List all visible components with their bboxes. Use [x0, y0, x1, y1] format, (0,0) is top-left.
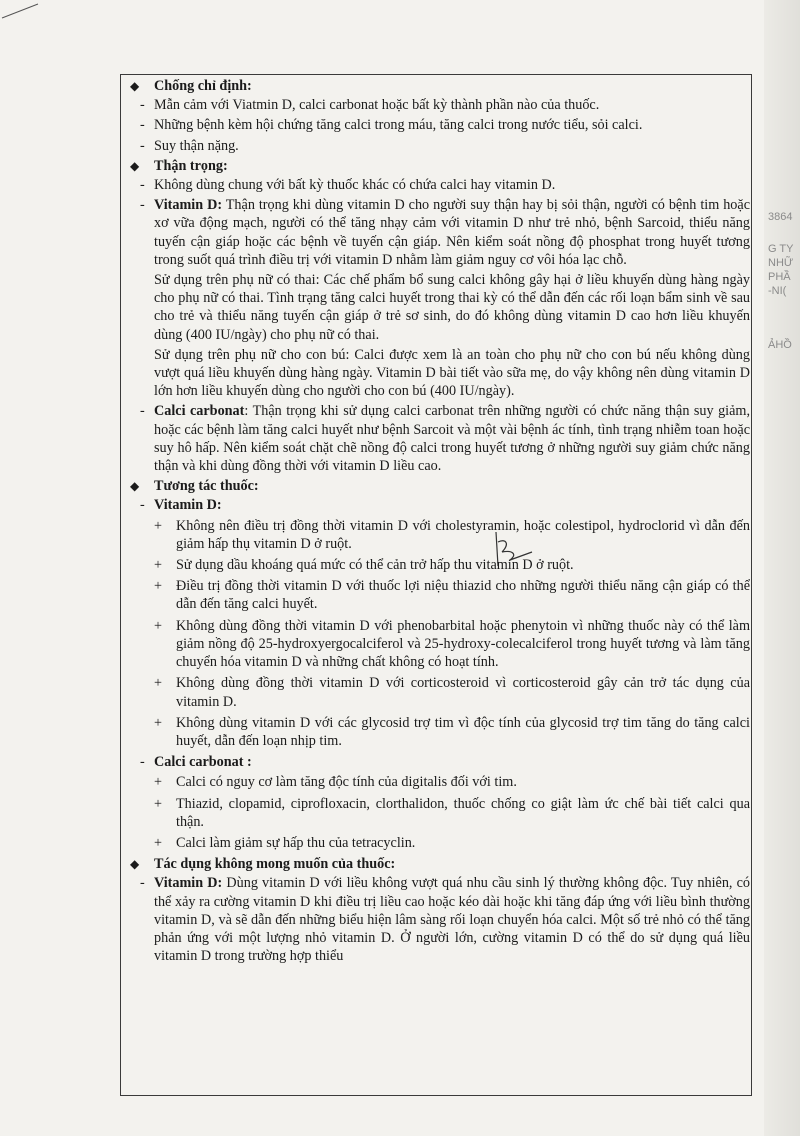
section-heading	[128, 477, 750, 495]
edge-line: NHỮ	[768, 257, 794, 269]
list-item: - Calci carbonat: Thận trọng khi sử dụng calci carbonat trên những người có chức năng thận suy giảm, hoặc các bệnh làm tăng calci huyết như bệnh Sarcoit và một vài bệnh ác tính, tình trạng nhiễm toan hoặc suy hô hấp. Nên kiểm soát chặt chẽ nồng độ calci trong huyết tương ở những người suy giảm chức năng thận và khi dùng đồng thời với vitamin D liều cao.	[140, 403, 750, 475]
adjacent-page-text	[768, 210, 798, 352]
list-item: + Không dùng vitamin D với các glycosid trợ tim vì độc tính của glycosid trợ tim tăng do tăng calci huyết, dẫn đến loạn nhịp tim.	[154, 714, 750, 749]
list-item: + Calci làm giảm sự hấp thu của tetracyclin.	[154, 834, 416, 851]
list-item: - Vitamin D: Dùng vitamin D với liều không vượt quá nhu cầu sinh lý thường không độc. Tuy nhiên, có thể xảy ra cường vitamin D khi điều trị liều cao hoặc kéo dài hoặc khi tăng đáp ứng với liều bình thường vitamin D, và sẽ dẫn đến những biểu hiện lâm sàng rối loạn chuyển hóa calci. Một số trẻ nhỏ có thể tăng phản ứng với một lượng nhỏ vitamin D. Ở người lớn, cường vitamin D có thể do sử dụng quá liều vitamin D trong trường hợp thiểu	[140, 875, 750, 965]
section-heading	[128, 157, 750, 175]
list-item: - Những bệnh kèm hội chứng tăng calci trong máu, tăng calci trong nước tiểu, sỏi calci.	[140, 117, 643, 134]
sub-heading: - Calci carbonat :	[140, 754, 252, 771]
list-item: - Không dùng chung với bất kỳ thuốc khác có chứa calci hay vitamin D.	[140, 177, 556, 194]
sub-heading: - Vitamin D:	[140, 497, 222, 514]
vitamin-d-label: Vitamin D:	[154, 197, 223, 214]
diamond-bullet-icon: ◆	[130, 479, 140, 494]
list-item: + Điều trị đồng thời vitamin D với thuốc lợi niệu thiazid cho những người thiểu năng cận giáp có thể dẫn đến tăng calci huyết.	[154, 578, 750, 613]
vitamin-d-label: Vitamin D:	[154, 875, 223, 892]
list-item: + Sử dụng dầu khoáng quá mức có thể cản trở hấp thu vitamin D ở ruột.	[154, 557, 574, 574]
adjacent-page-edge	[764, 0, 800, 1136]
list-item: + Không dùng đồng thời vitamin D với phenobarbital hoặc phenytoin vì những thuốc này có thể làm giảm nồng độ 25-hydroxyergocalciferol và 25-hydroxy-colecalciferol trong huyết tương và làm tăng chuyển hóa vitamin D và những chất không có hoạt tính.	[154, 617, 750, 671]
edge-line: ẢHỒ	[768, 339, 792, 351]
list-item: - Suy thận nặng.	[140, 137, 239, 154]
diamond-bullet-icon: ◆	[130, 79, 140, 93]
document-body	[128, 77, 750, 967]
list-item: + Không nên điều trị đồng thời vitamin D với cholestyramin, hoặc colestipol, hydroclorid vì dẫn đến giảm hấp thụ vitamin D ở ruột.	[154, 517, 750, 552]
paragraph-lactation: Sử dụng trên phụ nữ cho con bú: Calci được xem là an toàn cho phụ nữ cho con bú nếu không dùng vượt quá liều khuyến dùng hàng ngày. Vitamin D bài tiết vào sữa mẹ, do vậy không nên dùng vitamin D lớn hơn liều khuyến dùng cho người cho con bú (400 IU/ngày).	[154, 346, 750, 400]
list-item: + Thiazid, clopamid, ciprofloxacin, clorthalidon, thuốc chống co giật làm ức chế bài tiết calci qua thận.	[154, 795, 750, 830]
list-item: + Calci có nguy cơ làm tăng độc tính của digitalis đối với tim.	[154, 774, 517, 791]
interactions-title: Tương tác thuốc:	[154, 478, 259, 495]
calci-carbonat-label: Calci carbonat	[154, 403, 245, 420]
list-item: - Mẫn cảm với Viatmin D, calci carbonat hoặc bất kỳ thành phần nào của thuốc.	[140, 97, 600, 114]
corner-scan-mark	[0, 0, 40, 20]
diamond-bullet-icon: ◆	[130, 158, 140, 173]
diamond-bullet-icon: ◆	[130, 857, 140, 872]
section-heading	[128, 855, 750, 873]
edge-line: PHẦ	[768, 271, 791, 283]
edge-line: G TY	[768, 243, 794, 255]
list-item: - Vitamin D: Thận trọng khi dùng vitamin D cho người suy thận hay bị sỏi thận, người có bệnh tim hoặc xơ vữa động mạch, người có thể tăng nhạy cảm với vitamin D như trẻ nhỏ, bệnh Sarcoid, thiểu năng tuyến cận giáp hoặc các bệnh về tuyến cận giáp. Nên kiểm soát nồng độ phosphat trong huyết tương trong suốt quá trình điều trị với vitamin D nhằm làm giảm nguy cơ vôi hóa lạc chỗ.	[140, 197, 750, 268]
edge-line: 3864	[768, 211, 793, 223]
edge-line: -NI(	[768, 285, 787, 297]
section-heading	[128, 77, 750, 95]
paragraph-pregnancy: Sử dụng trên phụ nữ có thai: Các chế phẩm bổ sung calci không gây hại ở liều khuyến dùng hàng ngày cho phụ nữ có thai. Tình trạng tăng calci huyết trong thai kỳ có thể dẫn đến các rối loạn bẩm sinh về sau cho trẻ và thiểu năng tuyến cận giáp ở trẻ sơ sinh, do đó không dùng vitamin D cao hơn liều khuyến dùng (400 IU/ngày) cho phụ nữ có thai.	[154, 272, 750, 343]
side-effects-title: Tác dụng không mong muốn của thuốc:	[154, 856, 396, 873]
list-item: + Không dùng đồng thời vitamin D với corticosteroid vì corticosteroid gây cản trở tác dụng của vitamin D.	[154, 675, 750, 710]
contraindications-title: Chống chỉ định:	[154, 78, 252, 94]
precautions-title: Thận trọng:	[154, 157, 228, 174]
